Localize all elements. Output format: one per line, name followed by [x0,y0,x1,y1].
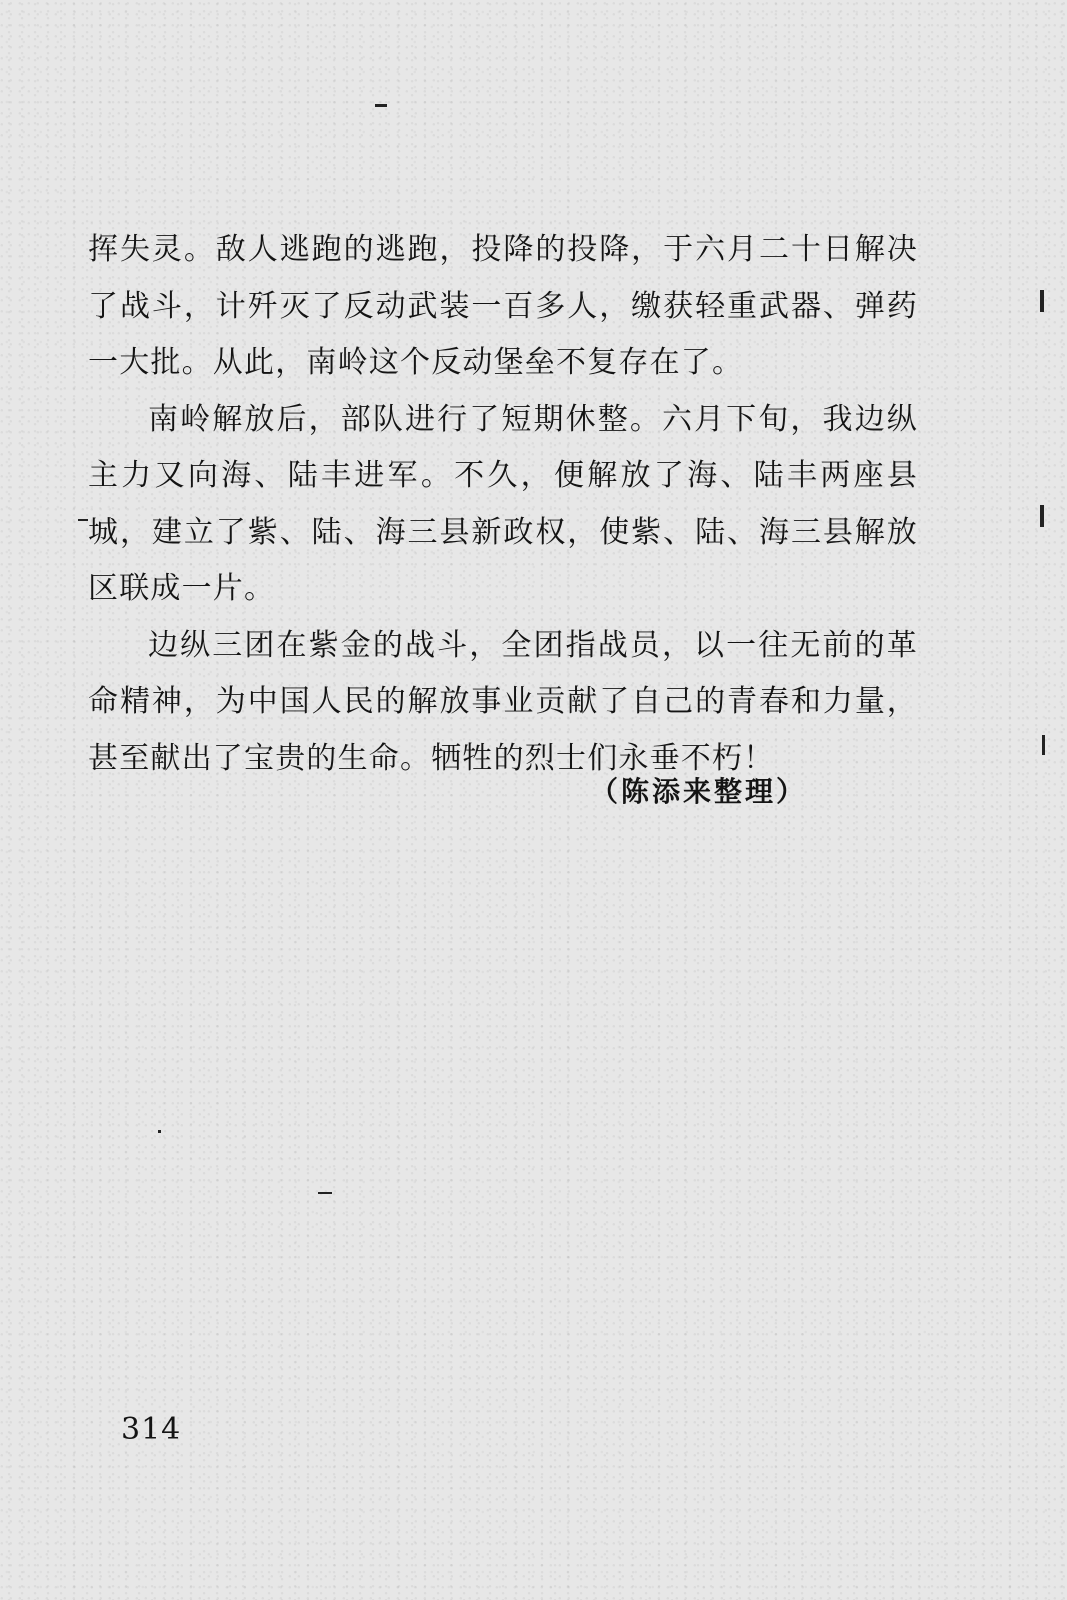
scan-speck [1040,505,1044,527]
scan-speck [375,104,387,107]
scan-speck [78,519,88,521]
paragraph-3: 边纵三团在紫金的战斗，全团指战员，以一往无前的革命精神，为中国人民的解放事业贡献了自己的青春和力量，甚至献出了宝贵的生命。牺牲的烈士们永垂不朽！ [88,627,918,776]
scan-speck [318,1192,332,1194]
paragraph-2: 南岭解放后，部队进行了短期休整。六月下旬，我边纵主力又向海、陆丰进军。不久，便解放了海、陆丰两座县城，建立了紫、陆、海三县新政权，使紫、陆、海三县解放区联成一片。 [88,401,918,606]
page-number: 314 [121,1412,182,1447]
scan-speck [1042,735,1045,755]
scan-speck [1040,290,1044,312]
body-text [88,222,918,787]
paragraph-1: 挥失灵。敌人逃跑的逃跑，投降的投降，于六月二十日解决了战斗，计歼灭了反动武装一百多人，缴获轻重武器、弹药一大批。从此，南岭这个反动堡垒不复存在了。 [88,232,918,380]
attribution: （陈添来整理） [590,775,808,808]
scan-speck [158,1130,161,1133]
